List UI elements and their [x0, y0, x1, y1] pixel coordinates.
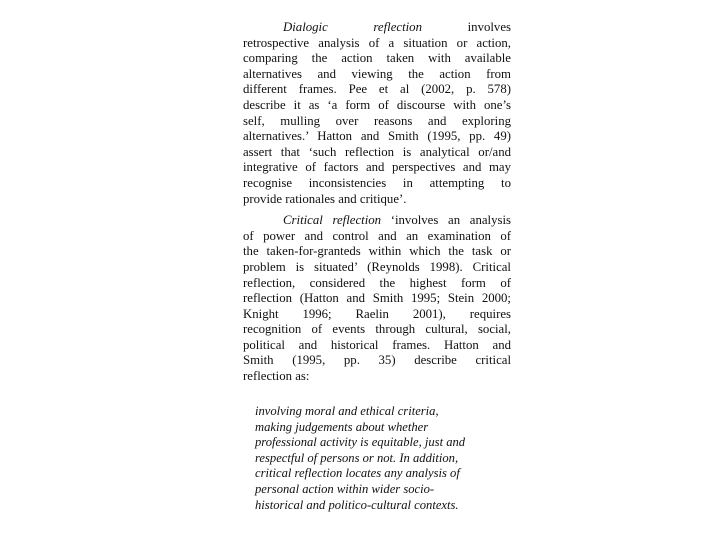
text-line: assert that ‘such reflection is analytical or/and: [243, 144, 511, 159]
quote-line: critical reflection locates any analysis of: [255, 466, 460, 481]
block-quote: [255, 404, 495, 513]
text-line: Knight 1996; Raelin 2001), requires: [243, 306, 511, 321]
text-line: integrative of factors and perspectives and may: [243, 160, 511, 175]
text-column: [243, 20, 511, 385]
text-line: of power and control and an examination of: [243, 228, 511, 243]
paragraph-dialogic-reflection: [243, 20, 511, 207]
text-line: self, mulling over reasons and exploring: [243, 113, 511, 128]
text-line: reflection as:: [243, 369, 310, 384]
quote-line: personal action within wider socio-: [255, 481, 435, 496]
quote-line: involving moral and ethical criteria,: [255, 404, 439, 418]
text-line: comparing the action taken with available: [243, 51, 511, 66]
document-page: [243, 20, 511, 520]
text-line: reflection, considered the highest form of: [243, 275, 511, 290]
text-line: the taken-for-granteds within which the task or: [243, 244, 511, 259]
text-line: alternatives.’ Hatton and Smith (1995, pp. 49): [243, 129, 511, 144]
text-line: political and historical frames. Hatton and: [243, 337, 511, 352]
text-line: reflection (Hatton and Smith 1995; Stein 2000;: [243, 291, 511, 306]
text-line: describe it as ‘a form of discourse with one’s: [243, 97, 511, 112]
quote-line: respectful of persons or not. In addition,: [255, 450, 459, 465]
quote-line: making judgements about whether: [255, 419, 429, 434]
text-line: alternatives and viewing the action from: [243, 66, 511, 81]
text-line: recognise inconsistencies in attempting to: [243, 175, 511, 190]
text-line: Smith (1995, pp. 35) describe critical: [243, 353, 511, 368]
text-line: Critical reflection ‘involves an analysis: [283, 213, 511, 228]
text-line: problem is situated’ (Reynolds 1998). Critical: [243, 259, 511, 274]
text-line: different frames. Pee et al (2002, p. 578): [243, 82, 511, 97]
text-line: recognition of events through cultural, social,: [243, 322, 511, 337]
paragraph-critical-reflection: [243, 213, 511, 385]
text-line: provide rationales and critique’.: [243, 191, 407, 206]
term-dialogic-reflection: Dialogic reflection: [283, 20, 422, 34]
text-line: Dialogic reflection involves: [283, 20, 511, 34]
text-line: retrospective analysis of a situation or action,: [243, 35, 511, 50]
quote-line: professional activity is equitable, just and: [255, 435, 466, 450]
term-critical-reflection: Critical reflection: [283, 213, 382, 228]
quote-line: historical and politico-cultural contexts.: [255, 497, 459, 512]
